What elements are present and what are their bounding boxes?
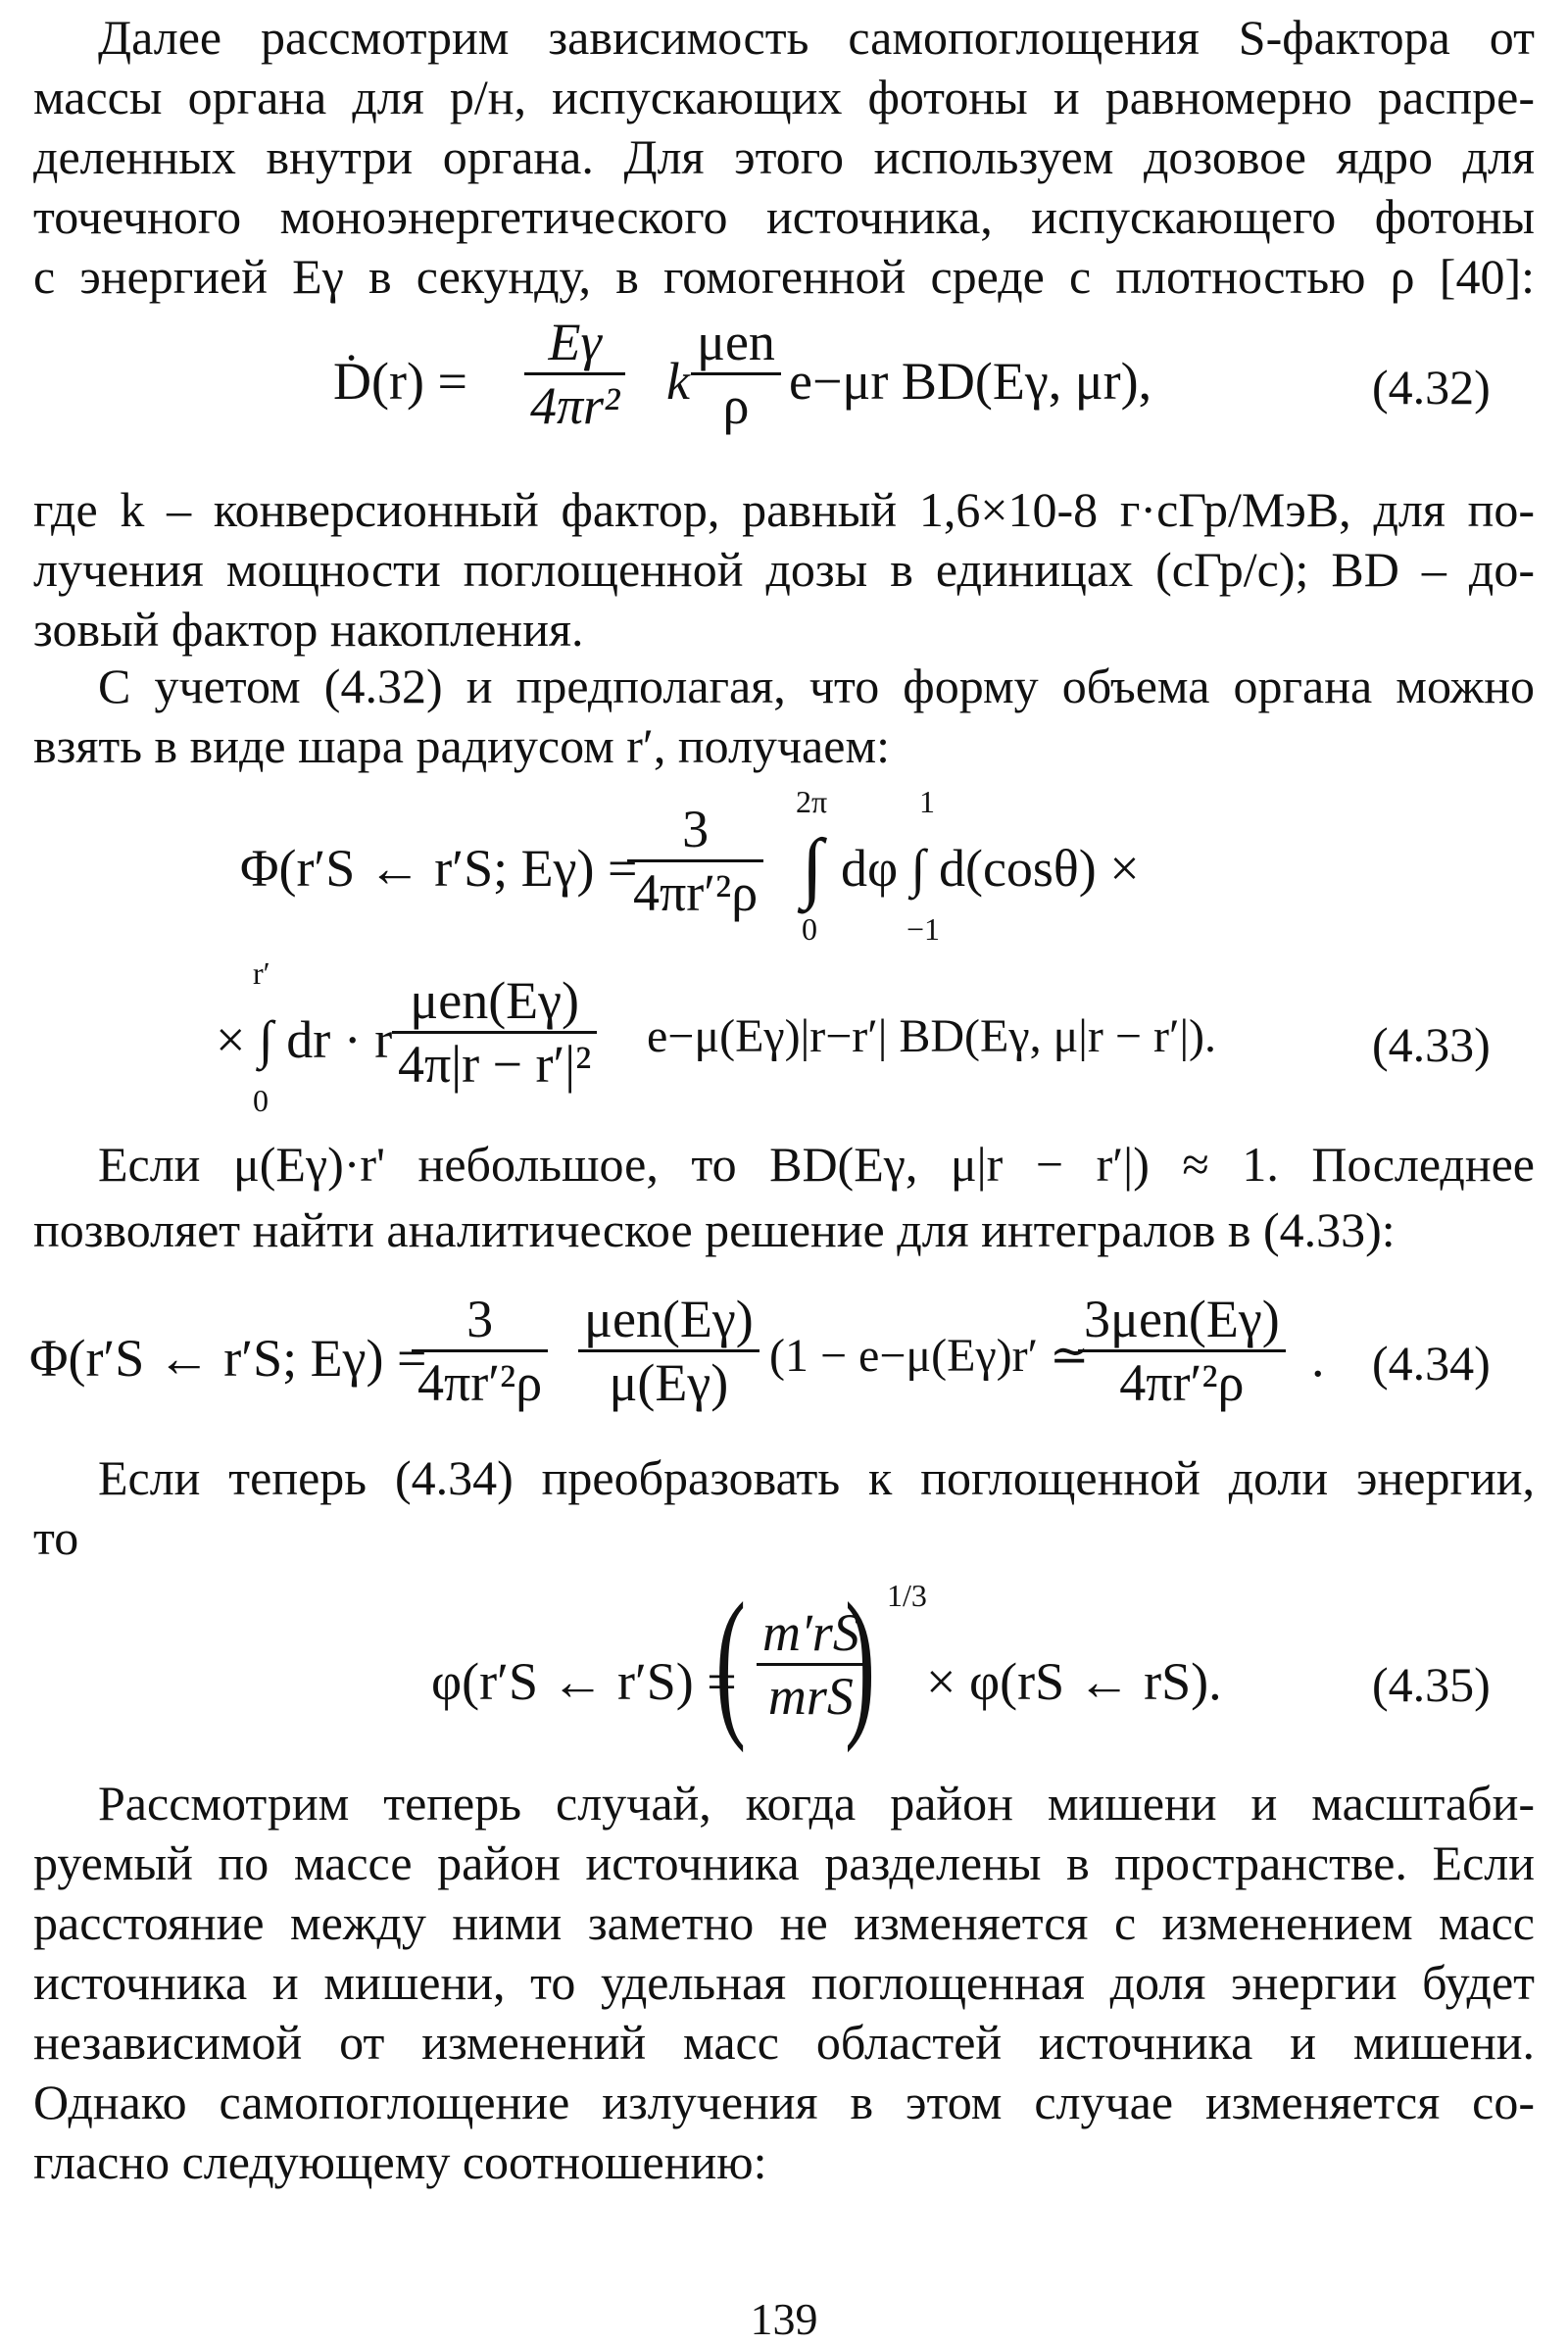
eq-4-35-lhs: φ(r′S ← r′S) = (431, 1652, 737, 1711)
text-line: лучения мощности поглощенной дозы в единицах (сГр/с); BD – до- (33, 542, 1535, 597)
text-line: гласно следующему соотношению: (33, 2134, 767, 2189)
paragraph-conversion (33, 1448, 1535, 1568)
eq-4-35-number: (4.35) (1372, 1657, 1491, 1712)
paragraph-sphere (33, 657, 1535, 776)
eq-4-33-line1-rest: dφ ∫ d(cosθ) × (841, 839, 1140, 898)
text-line: точечного моноэнергетического источника, испускающего фотоны (33, 189, 1535, 244)
eq-4-32-frac2-denominator: ρ (691, 372, 781, 436)
eq-4-34-fraction-3 (1078, 1289, 1286, 1413)
eq-4-32-rest: e−μr BD(Eγ, μr), (789, 352, 1152, 411)
paragraph-approximation (33, 1135, 1535, 1260)
right-paren: ) (845, 1569, 876, 1753)
eq-4-33-fraction (627, 799, 763, 923)
eq-4-34-f3-denominator: 4πr′²ρ (1078, 1349, 1286, 1413)
eq-4-33-line2-upper: r′ (253, 955, 270, 991)
eq-4-34-f2-numerator: μen(Eγ) (584, 1290, 754, 1348)
eq-4-33-line2-fraction (392, 970, 597, 1095)
eq-4-34-f1-denominator: 4πr′²ρ (412, 1349, 548, 1413)
eq-4-32-fraction-1 (524, 312, 625, 436)
eq-4-35-rest: × φ(rS ← rS). (926, 1652, 1222, 1711)
text-line: массы органа для р/н, испускающих фотоны и равномерно распре- (33, 70, 1535, 124)
eq-4-34-mid: (1 − e−μ(Eγ)r′ ≃ (769, 1330, 1090, 1382)
paragraph-separated-regions (33, 1774, 1535, 2192)
eq-4-34-number: (4.34) (1372, 1336, 1491, 1391)
eq-4-34-fraction-1 (412, 1289, 548, 1413)
eq-4-35-numerator: m′rS (762, 1603, 859, 1662)
text-line: Если μ(Eγ)·r' небольшое, то BD(Eγ, μ|r − r′|) ≈ 1. Последнее (98, 1137, 1535, 1192)
paragraph-intro (33, 8, 1535, 307)
integral-sign: ∫ (802, 824, 823, 910)
eq-4-35-exponent: 1/3 (887, 1578, 927, 1613)
text-line: независимой от изменений масс областей источника и мишени. (33, 2015, 1535, 2070)
eq-4-33-line2-pre: × ∫ dr · r (216, 1010, 393, 1069)
text-line: Однако самопоглощение излучения в этом случае изменяется со- (33, 2075, 1535, 2129)
text-line: деленных внутри органа. Для этого используем дозовое ядро для (33, 129, 1535, 184)
equation-4-34 (0, 1274, 1568, 1441)
eq-4-32-k: k (666, 352, 690, 411)
text-line: Далее рассмотрим зависимость самопоглощения S-фактора от (98, 10, 1535, 65)
text-line: с энергией Eγ в секунду, в гомогенной среде с плотностью ρ [40]: (33, 249, 1535, 304)
eq-4-33-number: (4.33) (1372, 1017, 1491, 1072)
eq-4-33-int2-upper: 1 (919, 784, 935, 819)
text-line: где k – конверсионный фактор, равный 1,6×10-8 г·сГр/МэВ, для по- (33, 482, 1535, 537)
eq-4-33-int2-lower: −1 (906, 911, 941, 947)
equation-4-33-line-1 (0, 784, 1568, 951)
eq-4-32-number: (4.32) (1372, 360, 1491, 415)
eq-4-35-denominator: mrS (757, 1663, 865, 1727)
eq-4-34-fraction-2 (578, 1289, 760, 1413)
eq-4-33-int1-upper: 2π (796, 784, 828, 819)
eq-4-32-lhs: Ḋ(r) = (333, 352, 467, 411)
eq-4-33-denominator: 4πr′²ρ (627, 859, 763, 923)
eq-4-32-fraction-2 (691, 312, 781, 436)
left-paren: ( (715, 1569, 747, 1753)
eq-4-32-frac1-numerator: Eγ (548, 313, 602, 371)
eq-4-33-line2-numerator: μen(Eγ) (410, 971, 580, 1030)
text-line: зовый фактор накопления. (33, 602, 584, 657)
eq-4-32-frac1-denominator: 4πr² (524, 372, 625, 436)
text-line: С учетом (4.32) и предполагая, что форму объема органа можно (98, 659, 1535, 713)
text-line: Рассмотрим теперь случай, когда район мишени и масштаби- (98, 1776, 1535, 1831)
eq-4-33-line2-denominator: 4π|r − r′|² (392, 1031, 597, 1095)
eq-4-34-f3-numerator: 3μen(Eγ) (1084, 1290, 1280, 1348)
eq-4-34-end: . (1311, 1329, 1325, 1388)
eq-4-33-int1-lower: 0 (802, 911, 817, 947)
text-line: взять в виде шара радиусом r′, получаем: (33, 718, 890, 773)
eq-4-33-line2-rest: e−μ(Eγ)|r−r′| BD(Eγ, μ|r − r′|). (647, 1010, 1217, 1062)
equation-4-33-line-2 (0, 955, 1568, 1122)
text-line: расстояние между ними заметно не изменяется с изменением масс (33, 1895, 1535, 1950)
paragraph-definitions (33, 480, 1535, 660)
eq-4-33-line2-lower: 0 (253, 1083, 269, 1118)
equation-4-32 (0, 312, 1568, 468)
eq-4-33-numerator: 3 (682, 800, 710, 858)
text-line: источника и мишени, то удельная поглощенная доля энергии будет (33, 1955, 1535, 2010)
text-line: Если теперь (4.34) преобразовать к поглощенной доли энергии, (98, 1450, 1535, 1505)
page-number: 139 (750, 2294, 818, 2344)
eq-4-34-lhs: Φ(r′S ← r′S; Eγ) = (29, 1329, 427, 1388)
eq-4-34-f1-numerator: 3 (466, 1290, 494, 1348)
text-line: руемый по массе район источника разделены в пространстве. Если (33, 1835, 1535, 1890)
eq-4-32-frac2-numerator: μen (697, 313, 775, 371)
eq-4-34-f2-denominator: μ(Eγ) (578, 1349, 760, 1413)
text-line: то (33, 1510, 79, 1565)
eq-4-33-lhs: Φ(r′S ← r′S; Eγ) = (240, 839, 638, 898)
text-line: позволяет найти аналитическое решение для интегралов в (4.33): (33, 1202, 1396, 1257)
equation-4-35 (0, 1569, 1568, 1774)
